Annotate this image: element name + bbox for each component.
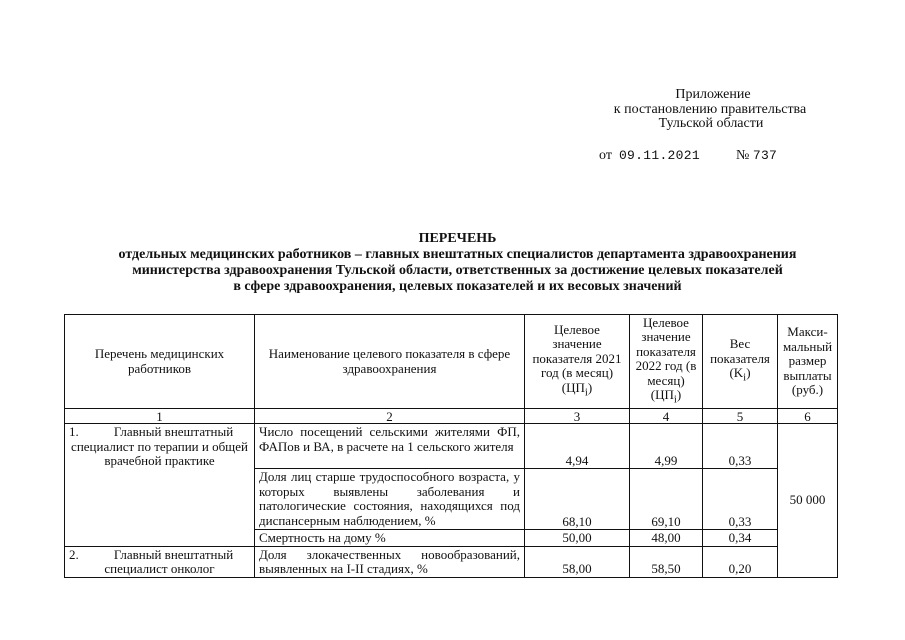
header-indicator-name: Наименование целевого показателя в сфере здравоохранения bbox=[255, 315, 525, 409]
decree-from-label: от bbox=[599, 148, 612, 163]
indicator-weight: 0,33 bbox=[703, 469, 778, 530]
table-row bbox=[65, 424, 838, 469]
column-number: 3 bbox=[525, 409, 630, 424]
specialist-cell bbox=[65, 546, 255, 577]
header-weight: Вес показателя $(K_i)$ bbox=[703, 315, 778, 409]
indicator-value-2021: 50,00 bbox=[525, 530, 630, 547]
heading-line-3: в сфере здравоохранения, целевых показателей и их весовых значений bbox=[233, 279, 682, 294]
indicator-weight: 0,20 bbox=[703, 546, 778, 577]
header-workers: Перечень медицинских работников bbox=[65, 315, 255, 409]
specialist-name: Главный внештатный специалист по терапии и общей врачебной практике bbox=[71, 424, 248, 468]
heading-title: ПЕРЕЧЕНЬ bbox=[418, 231, 497, 246]
column-number: 4 bbox=[630, 409, 703, 424]
indicator-weight: 0,34 bbox=[703, 530, 778, 547]
column-numbers-row bbox=[65, 409, 838, 424]
table-header-row bbox=[65, 315, 838, 409]
indicator-name: Доля лиц старше трудоспособного возраста, у которых выявлены заболевания и патологические состояния, находящихся под диспансерным наблюдением, % bbox=[255, 469, 525, 530]
appendix-block bbox=[560, 88, 860, 132]
max-payment-cell: 50 000 bbox=[778, 424, 838, 578]
indicators-table bbox=[64, 314, 838, 578]
indicator-value-2021: 4,94 bbox=[525, 424, 630, 469]
decree-date: 09.11.2021 bbox=[618, 148, 700, 163]
appendix-line-2: к постановлению правительства bbox=[613, 101, 807, 117]
appendix-line-1: Приложение bbox=[675, 87, 751, 102]
specialist-number: 2. bbox=[69, 546, 79, 562]
indicator-value-2021: 58,00 bbox=[525, 546, 630, 577]
heading-line-1: отдельных медицинских работников – главных внештатных специалистов департамента здравоохранения bbox=[118, 247, 797, 262]
header-max-payment: Макси-мальный размер выплаты (руб.) bbox=[778, 315, 838, 409]
indicator-weight: 0,33 bbox=[703, 424, 778, 469]
decree-number-label: № bbox=[736, 148, 750, 163]
indicator-value-2022: 48,00 bbox=[630, 530, 703, 547]
decree-number: 737 bbox=[752, 148, 778, 163]
heading-line-2: министерства здравоохранения Тульской области, ответственных за достижение целевых показателей bbox=[132, 263, 783, 278]
specialist-name: Главный внештатный специалист онколог bbox=[104, 546, 234, 576]
column-number: 6 bbox=[778, 409, 838, 424]
indicator-name: Число посещений сельскими жителями ФП, ФАПов и ВА, в расчете на 1 сельского жителя bbox=[255, 424, 525, 469]
indicator-value-2021: 68,10 bbox=[525, 469, 630, 530]
indicator-value-2022: 4,99 bbox=[630, 424, 703, 469]
indicator-value-2022: 58,50 bbox=[630, 546, 703, 577]
indicator-name: Смертность на дому % bbox=[255, 530, 525, 547]
indicator-name: Доля злокачественных новообразований, выявленных на I-II стадиях, % bbox=[255, 546, 525, 577]
column-number: 2 bbox=[255, 409, 525, 424]
decree-number-group bbox=[736, 148, 777, 164]
decree-date-line bbox=[599, 148, 778, 164]
specialist-number: 1. bbox=[69, 424, 79, 439]
document-heading bbox=[60, 231, 855, 295]
column-number: 5 bbox=[703, 409, 778, 424]
column-number: 1 bbox=[65, 409, 255, 424]
indicator-value-2022: 69,10 bbox=[630, 469, 703, 530]
header-target-2022: Целевое значение показателя 2022 год (в месяц) $(ЦП_i)$ bbox=[630, 315, 703, 409]
specialist-cell bbox=[65, 424, 255, 547]
header-target-2021: Целевое значение показателя 2021 год (в месяц) $(ЦП_i)$ bbox=[525, 315, 630, 409]
table-row bbox=[65, 546, 838, 577]
appendix-line-3: Тульской области bbox=[658, 116, 764, 131]
